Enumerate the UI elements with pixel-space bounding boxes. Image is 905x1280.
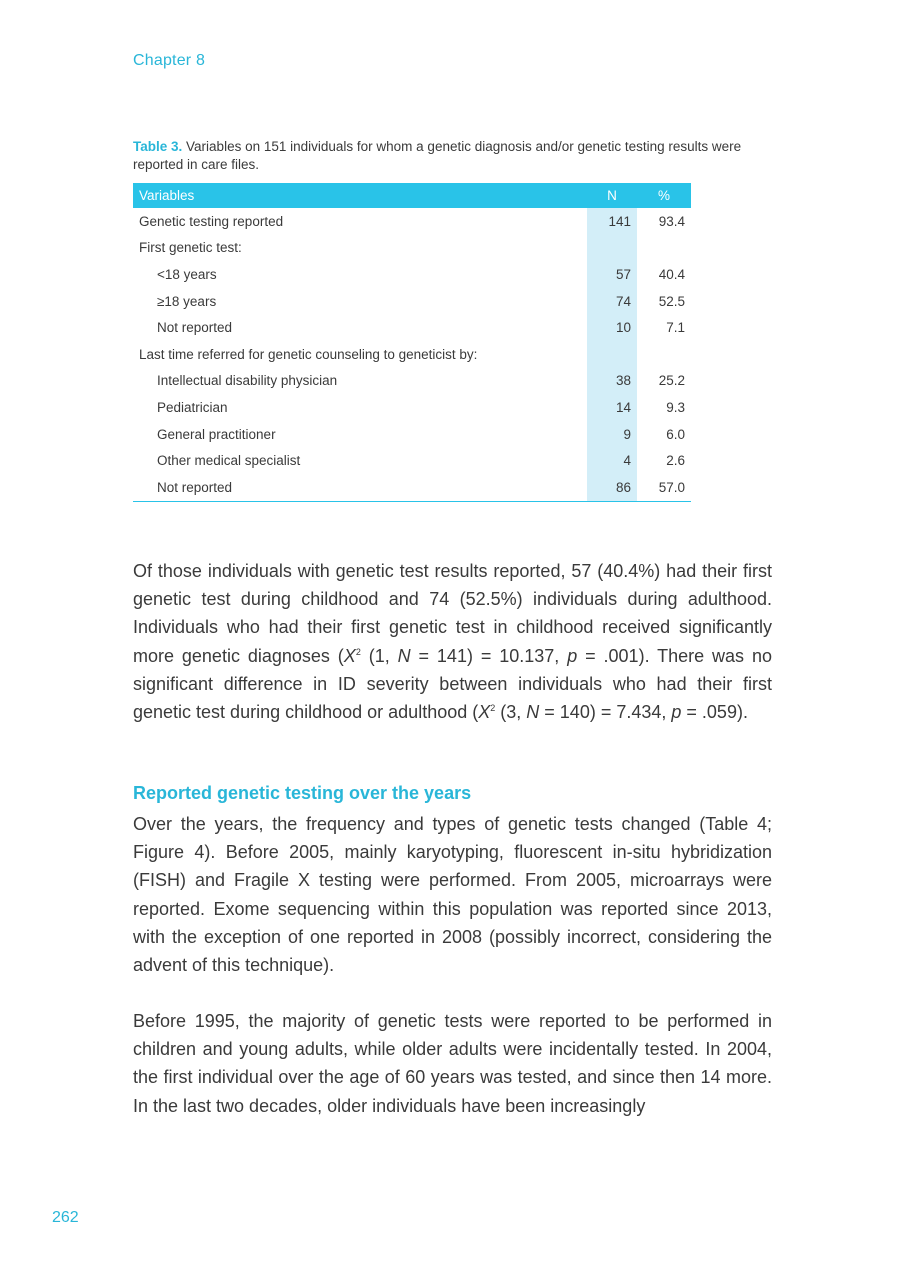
- row-n: 57: [587, 261, 637, 288]
- table-row: [133, 394, 691, 421]
- column-header-variables: Variables: [133, 183, 587, 208]
- paragraph-age-first-test: [133, 557, 772, 726]
- superscript: 2: [355, 646, 361, 657]
- row-n: 141: [587, 208, 637, 235]
- row-label: Other medical specialist: [157, 453, 301, 469]
- row-percent: 2.6: [666, 453, 685, 469]
- table-caption-text: Variables on 151 individuals for whom a genetic diagnosis and/or genetic testing results were reported in care files.: [133, 139, 742, 172]
- table-caption: [133, 138, 773, 174]
- row-percent: [637, 341, 691, 368]
- p-symbol: p: [567, 645, 578, 666]
- chi-square-symbol: X: [343, 645, 356, 666]
- row-percent: 40.4: [658, 266, 685, 282]
- row-percent: [637, 235, 691, 262]
- table-row: [133, 341, 691, 368]
- table-row: [133, 288, 691, 315]
- text-span: = .059).: [681, 702, 748, 723]
- table-row: [133, 421, 691, 448]
- row-n: 14: [587, 394, 637, 421]
- row-label: ≥18 years: [157, 293, 217, 309]
- table-row: [133, 314, 691, 341]
- p-symbol: p: [671, 702, 682, 723]
- text-span: Of those individuals with genetic test results reported, 57 (40.4%) had their first genetic test during childhood and 74 (52.5%) individuals during adulthood. Individuals who had their first genetic test in childhood received significantly more genetic diagnoses (: [133, 561, 772, 666]
- row-label: Last time referred for genetic counseling to geneticist by:: [139, 346, 478, 362]
- column-header-percent: %: [637, 183, 691, 208]
- table-row: [133, 368, 691, 395]
- row-n: 10: [587, 314, 637, 341]
- row-label: Genetic testing reported: [139, 213, 284, 229]
- row-n: 74: [587, 288, 637, 315]
- text-span: = 141) = 10.137,: [410, 645, 568, 666]
- table-label: Table 3.: [133, 139, 183, 154]
- row-label: General practitioner: [157, 426, 276, 442]
- row-label: Pediatrician: [157, 399, 228, 415]
- text-span: (3,: [495, 702, 527, 723]
- n-symbol: N: [397, 645, 411, 666]
- chapter-header: Chapter 8: [133, 52, 206, 69]
- text-span: = .001). There was no significant difference in ID severity between individuals who had their first genetic test during childhood or adulthood (: [133, 645, 772, 723]
- row-n: [587, 341, 637, 368]
- paragraph-before-1995: Before 1995, the majority of genetic tests were reported to be performed in children and young adults, while older adults were incidentally tested. In 2004, the first individual over the age of 60 years was tested, and since then 14 more. In the last two decades, older individuals have been increasingly: [133, 1011, 772, 1116]
- variables-table: [133, 183, 691, 502]
- row-n: 86: [587, 474, 637, 501]
- row-percent: 57.0: [637, 474, 691, 501]
- table-row: [133, 261, 691, 288]
- text-span: (1,: [360, 645, 398, 666]
- row-percent: 6.0: [666, 426, 685, 442]
- section-heading: Reported genetic testing over the years: [133, 783, 472, 803]
- chi-square-symbol: X: [478, 702, 491, 723]
- table-row: [133, 447, 691, 474]
- column-header-n: N: [587, 183, 637, 208]
- row-percent: 52.5: [658, 293, 685, 309]
- row-label: Not reported: [133, 474, 587, 501]
- paragraph-testing-over-years: Over the years, the frequency and types of genetic tests changed (Table 4; Figure 4). Before 2005, mainly karyotyping, fluorescent in-situ hybridization (FISH) and Fragile X testing were performed. From 2005, microarrays were reported. Exome sequencing within this population was reported since 2013, with the exception of one reported in 2008 (possibly incorrect, considering the advent of this technique).: [133, 814, 772, 976]
- row-label: <18 years: [157, 266, 217, 282]
- n-symbol: N: [526, 702, 540, 723]
- row-n: 38: [587, 368, 637, 395]
- row-label: First genetic test:: [139, 240, 242, 256]
- page-number: 262: [52, 1209, 79, 1226]
- row-percent: 25.2: [658, 373, 685, 389]
- row-percent: 93.4: [658, 213, 685, 229]
- table-row: [133, 235, 691, 262]
- row-n: 9: [587, 421, 637, 448]
- row-label: Not reported: [157, 320, 233, 336]
- table-row: [133, 474, 691, 501]
- table-header-row: [133, 183, 691, 208]
- table-row: [133, 208, 691, 235]
- superscript: 2: [490, 703, 496, 714]
- row-label: Intellectual disability physician: [157, 373, 338, 389]
- row-percent: 7.1: [666, 320, 685, 336]
- row-n: [587, 235, 637, 262]
- text-span: = 140) = 7.434,: [539, 702, 672, 723]
- row-percent: 9.3: [666, 399, 685, 415]
- row-n: 4: [587, 447, 637, 474]
